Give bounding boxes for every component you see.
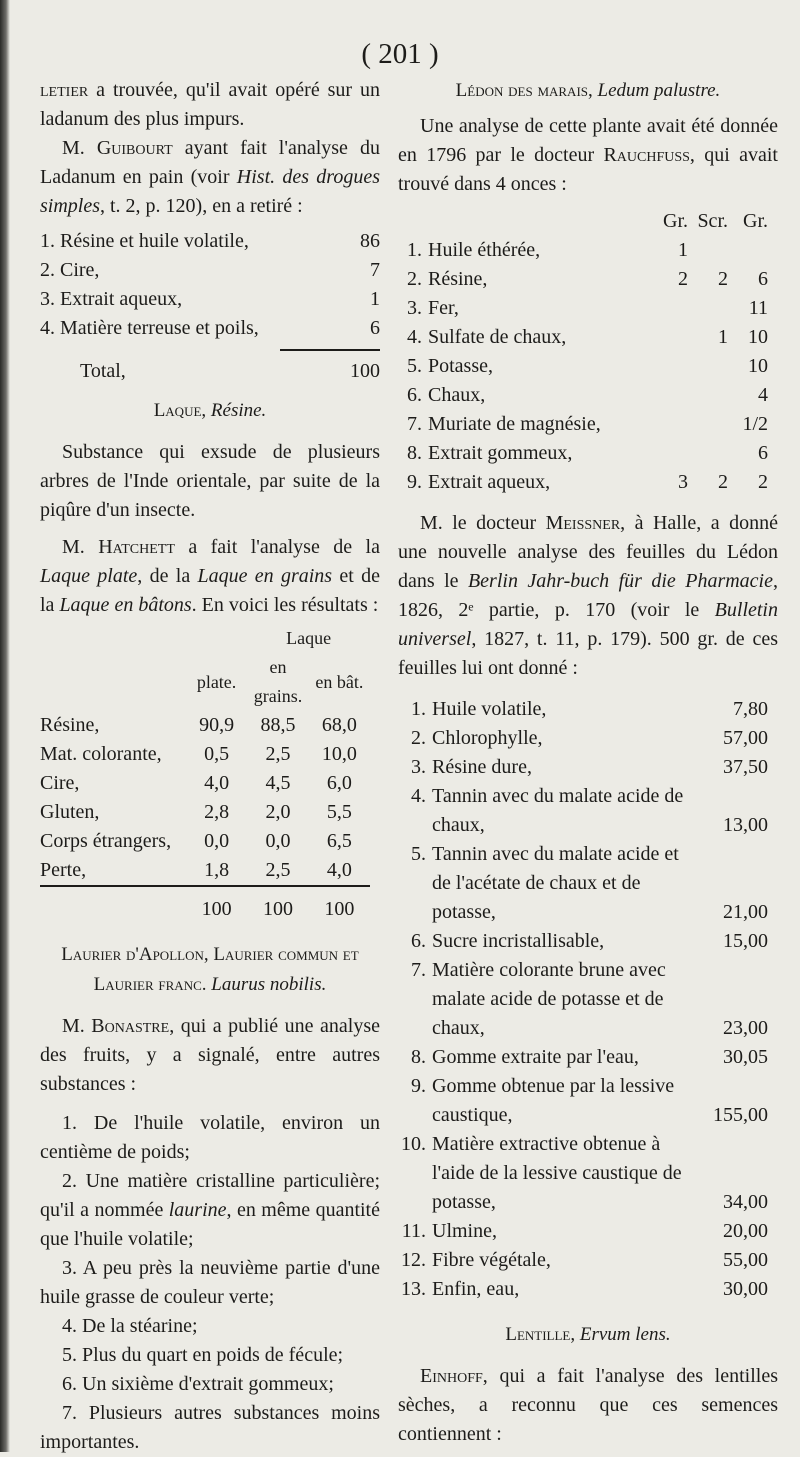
ladanum-composition-list bbox=[40, 227, 380, 343]
table-spacer bbox=[186, 624, 247, 653]
item-number: 10. bbox=[401, 1133, 426, 1155]
table-column-header-row bbox=[40, 653, 370, 711]
table-cell bbox=[648, 410, 688, 439]
list-item: 3. A peu près la neuvième partie d'une huile grasse de couleur verte; bbox=[40, 1257, 380, 1308]
text: M. bbox=[62, 1015, 92, 1037]
item-number: 4. bbox=[407, 326, 422, 348]
item-value: 34,00 bbox=[723, 1191, 768, 1213]
item-number: 3. bbox=[411, 756, 426, 778]
table-cell bbox=[648, 439, 688, 468]
item-label: Sulfate de chaux, bbox=[428, 326, 567, 348]
table-cell: 10 bbox=[748, 355, 768, 377]
left-column bbox=[40, 76, 380, 1457]
item-number: 2. bbox=[407, 268, 422, 290]
right-column bbox=[398, 76, 778, 1449]
item-number: 7. bbox=[411, 959, 426, 981]
item-number: 11. bbox=[401, 1220, 426, 1242]
list-item: 4. De la stéarine; bbox=[62, 1315, 198, 1337]
table-cell: 0,0 bbox=[265, 830, 291, 852]
item-value: 55,00 bbox=[723, 1249, 768, 1271]
table-cell: 1 bbox=[718, 326, 728, 348]
table-cell: 68,0 bbox=[321, 714, 357, 736]
table-row bbox=[398, 323, 768, 352]
table-corner bbox=[40, 624, 186, 653]
item-value: 30,00 bbox=[723, 1278, 768, 1300]
item-label: Huile éthérée, bbox=[428, 239, 541, 261]
section-heading-laurier bbox=[40, 940, 380, 1000]
text: , à Halle, a donné une nouvelle analyse des feuilles du Lédon dans le bbox=[398, 512, 778, 592]
laque-analysis-table bbox=[40, 624, 370, 924]
table-row bbox=[398, 753, 768, 782]
table-row bbox=[40, 711, 370, 740]
table-cell bbox=[688, 294, 728, 323]
author-name: Einhoff bbox=[420, 1365, 483, 1387]
table-cell: 2,0 bbox=[265, 801, 291, 823]
total-label-cell bbox=[40, 887, 186, 924]
text: 2. Une matière cristalline particulière; qu'il a nommée bbox=[40, 1170, 380, 1221]
item-value: 86 bbox=[360, 230, 380, 252]
text: , de la bbox=[137, 565, 198, 587]
author-name: Rauchfuss bbox=[603, 144, 690, 166]
item-label: Matière extractive obtenue à l'aide de la lessive caustique de potasse, bbox=[432, 1133, 682, 1213]
table-cell: 2,5 bbox=[265, 743, 291, 765]
table-cell bbox=[688, 381, 728, 410]
item-label: Chaux, bbox=[428, 384, 486, 406]
table-row bbox=[398, 927, 768, 956]
ladanum-total-row bbox=[40, 357, 380, 386]
heading-latin: Ledum palustre. bbox=[597, 80, 721, 101]
list-item: 5. Plus du quart en poids de fécule; bbox=[62, 1344, 344, 1366]
table-cell bbox=[728, 236, 768, 265]
page-binding-edge bbox=[0, 0, 10, 1452]
table-column-header-row bbox=[398, 207, 768, 236]
ledon-analysis-table bbox=[398, 207, 768, 497]
item-label: Fer, bbox=[428, 297, 459, 319]
section-heading-lentille bbox=[398, 1320, 778, 1350]
item-value: 13,00 bbox=[723, 814, 768, 836]
item-number: 7. bbox=[407, 413, 422, 435]
item-value: 1 bbox=[370, 288, 380, 310]
meissner-analysis-table bbox=[398, 695, 768, 1304]
list-item bbox=[40, 285, 380, 314]
table-corner bbox=[398, 207, 428, 236]
row-label: Gluten, bbox=[40, 801, 100, 823]
table-row bbox=[40, 827, 370, 856]
paragraph-einhoff bbox=[398, 1362, 778, 1449]
table-total-row bbox=[40, 887, 370, 924]
item-label: Extrait gommeux, bbox=[428, 442, 573, 464]
paragraph-rauchfuss bbox=[398, 112, 778, 199]
paragraph-bonastre bbox=[40, 1012, 380, 1099]
table-body bbox=[398, 236, 768, 497]
heading-latin: Laurus nobilis. bbox=[211, 974, 327, 995]
item-value: 15,00 bbox=[723, 930, 768, 952]
section-heading-laque: Laque, Résine. bbox=[153, 400, 267, 421]
section-heading-ledon bbox=[398, 76, 778, 106]
item-number: 5. bbox=[407, 355, 422, 377]
list-item bbox=[40, 314, 380, 343]
item-label: 4. Matière terreuse et poils, bbox=[40, 317, 259, 339]
table-row bbox=[398, 1043, 768, 1072]
item-number: 9. bbox=[411, 1075, 426, 1097]
column-header: Scr. bbox=[697, 210, 728, 232]
table-cell: 2 bbox=[718, 471, 728, 493]
row-label: Mat. colorante, bbox=[40, 743, 162, 765]
table-row bbox=[398, 265, 768, 294]
table-cell: 90,9 bbox=[199, 714, 235, 736]
table-row bbox=[398, 468, 768, 497]
item-number: 13. bbox=[401, 1278, 426, 1300]
item-number: 1. bbox=[411, 698, 426, 720]
total-label: Total, bbox=[80, 360, 126, 382]
item-value: 6 bbox=[370, 317, 380, 339]
table-cell: 6 bbox=[758, 442, 768, 464]
item-label: Résine, bbox=[428, 268, 488, 290]
table-row bbox=[398, 236, 768, 265]
table-cell bbox=[688, 410, 728, 439]
text: et de la bbox=[40, 565, 380, 616]
table-cell: 1 bbox=[678, 239, 688, 261]
table-cell: 4,0 bbox=[204, 772, 230, 794]
text: , t. 2, p. 120), en a retiré : bbox=[100, 195, 303, 217]
citation-title: Hist. des drogues simples bbox=[40, 166, 381, 217]
table-row bbox=[40, 856, 370, 886]
table-row bbox=[398, 695, 768, 724]
author-name: Hatchett bbox=[98, 536, 175, 558]
item-value: 20,00 bbox=[723, 1220, 768, 1242]
text: M. bbox=[62, 137, 97, 159]
table-cell: 2,8 bbox=[204, 801, 230, 823]
list-item bbox=[40, 227, 380, 256]
table-row bbox=[398, 782, 768, 840]
list-item: 7. Plusieurs autres substances moins importantes. bbox=[40, 1402, 380, 1453]
italic-term: Laque plate bbox=[40, 565, 138, 587]
total-cell: 100 bbox=[324, 898, 355, 920]
citation-title: Berlin Jahr-buch für die Pharmacie bbox=[467, 570, 773, 592]
column-header: en bât. bbox=[315, 671, 364, 692]
list-item bbox=[40, 1167, 380, 1254]
table-group-header-row bbox=[40, 624, 370, 653]
total-cell: 100 bbox=[263, 898, 293, 920]
item-value: 155,00 bbox=[713, 1104, 768, 1126]
table-cell bbox=[688, 439, 728, 468]
item-label: 1. Résine et huile volatile, bbox=[40, 230, 249, 252]
item-label: Muriate de magnésie, bbox=[428, 413, 601, 435]
item-number: 3. bbox=[407, 297, 422, 319]
italic-term: Laque en grains bbox=[197, 565, 333, 587]
item-value: 23,00 bbox=[723, 1017, 768, 1039]
table-row bbox=[398, 294, 768, 323]
table-cell: 6,0 bbox=[326, 772, 352, 794]
italic-term: Laque en bâtons bbox=[59, 594, 192, 616]
total-value: 100 bbox=[350, 360, 380, 382]
table-cell: 4,5 bbox=[265, 772, 291, 794]
table-cell bbox=[648, 381, 688, 410]
item-value: 57,00 bbox=[723, 727, 768, 749]
table-row bbox=[398, 724, 768, 753]
heading-name: Laurier d'Apollon, Laurier commun et Laurier franc. bbox=[61, 944, 359, 995]
item-label: Ulmine, bbox=[432, 1220, 497, 1242]
item-label: Gomme extraite par l'eau, bbox=[432, 1046, 639, 1068]
item-label: Résine dure, bbox=[432, 756, 532, 778]
paragraph-meissner bbox=[398, 509, 778, 683]
item-number: 8. bbox=[411, 1046, 426, 1068]
text: , 1826, 2ᵉ partie, p. 170 (voir le bbox=[398, 570, 778, 621]
item-label: Chlorophylle, bbox=[432, 727, 543, 749]
paragraph-hatchett bbox=[40, 533, 380, 620]
item-label: Enfin, eau, bbox=[432, 1278, 520, 1300]
table-cell: 2 bbox=[758, 471, 768, 493]
text: , en même quantité que l'huile volatile; bbox=[40, 1199, 380, 1250]
table-cell bbox=[648, 352, 688, 381]
item-value: 7,80 bbox=[733, 698, 768, 720]
row-label: Résine, bbox=[40, 714, 100, 736]
table-body bbox=[398, 695, 768, 1304]
item-value: 7 bbox=[370, 259, 380, 281]
text: , qui a fait l'analyse des lentilles sèches, a reconnu que ces semences contiennent : bbox=[398, 1365, 778, 1445]
table-row bbox=[398, 1275, 768, 1304]
table-row bbox=[398, 410, 768, 439]
column-header: en grains. bbox=[253, 657, 303, 706]
column-header: Gr. bbox=[743, 210, 768, 232]
table-row bbox=[40, 769, 370, 798]
table-row bbox=[40, 740, 370, 769]
item-label: Fibre végétale, bbox=[432, 1249, 551, 1271]
table-cell bbox=[648, 323, 688, 352]
item-label: Matière colorante brune avec malate acide de potasse et de chaux, bbox=[432, 959, 666, 1039]
table-cell: 6,5 bbox=[326, 830, 352, 852]
author-name: Guibourt bbox=[96, 137, 173, 159]
row-label: Perte, bbox=[40, 859, 87, 881]
table-cell: 4 bbox=[758, 384, 768, 406]
text: a trouvée, qu'il avait opéré sur un ladanum des plus impurs. bbox=[40, 79, 380, 130]
table-row bbox=[398, 439, 768, 468]
item-value: 30,05 bbox=[723, 1046, 768, 1068]
row-label: Cire, bbox=[40, 772, 80, 794]
citation-title: Bulletin universel bbox=[398, 599, 778, 650]
text: , qui a publié une analyse des fruits, y a signalé, entre autres substances : bbox=[40, 1015, 380, 1095]
author-name: letier bbox=[40, 79, 89, 101]
table-row bbox=[398, 840, 768, 927]
item-label: Huile volatile, bbox=[432, 698, 547, 720]
paragraph-continuation bbox=[40, 76, 380, 134]
text: . En voici les résultats : bbox=[191, 594, 379, 616]
item-label: 3. Extrait aqueux, bbox=[40, 288, 183, 310]
item-number: 5. bbox=[411, 843, 426, 865]
table-cell bbox=[688, 236, 728, 265]
author-name: Meissner bbox=[545, 512, 621, 534]
item-label: Extrait aqueux, bbox=[428, 471, 551, 493]
table-row bbox=[398, 1246, 768, 1275]
column-header: Gr. bbox=[663, 210, 688, 232]
table-row bbox=[398, 1130, 768, 1217]
table-row bbox=[398, 1217, 768, 1246]
table-cell bbox=[688, 352, 728, 381]
table-row bbox=[398, 352, 768, 381]
list-item: 1. De l'huile volatile, environ un centième de poids; bbox=[40, 1112, 380, 1163]
column-header: plate. bbox=[196, 671, 237, 692]
item-label: Sucre incristallisable, bbox=[432, 930, 605, 952]
table-cell: 0,5 bbox=[204, 743, 230, 765]
table-cell: 88,5 bbox=[260, 714, 296, 736]
text: , 1827, t. 11, p. 179). 500 gr. de ces feuilles lui ont donné : bbox=[398, 628, 778, 679]
item-number: 9. bbox=[407, 471, 422, 493]
total-cell: 100 bbox=[201, 898, 232, 920]
table-cell: 1/2 bbox=[742, 413, 768, 435]
table-cell: 2,5 bbox=[265, 859, 291, 881]
table-row bbox=[40, 798, 370, 827]
text: M. le docteur bbox=[420, 512, 546, 534]
table-body bbox=[40, 711, 370, 886]
table-group-header: Laque bbox=[286, 628, 332, 648]
heading-name: Lentille, bbox=[505, 1324, 576, 1345]
table-cell: 1,8 bbox=[204, 859, 230, 881]
table-cell: 0,0 bbox=[204, 830, 230, 852]
heading-latin: Résine. bbox=[210, 400, 267, 421]
heading-name: Laque bbox=[153, 400, 202, 421]
table-cell: 10 bbox=[748, 326, 768, 348]
table-cell: 5,5 bbox=[326, 801, 352, 823]
paragraph-laque-description: Substance qui exsude de plusieurs arbres de l'Inde orientale, par suite de la piqûre d'un insecte. bbox=[40, 441, 380, 521]
item-value: 37,50 bbox=[723, 756, 768, 778]
table-cell: 3 bbox=[678, 471, 688, 493]
author-name: Bonastre bbox=[91, 1015, 170, 1037]
table-corner bbox=[40, 653, 186, 711]
item-value: 21,00 bbox=[723, 901, 768, 923]
text: M. bbox=[62, 536, 99, 558]
table-cell: 10,0 bbox=[321, 743, 357, 765]
heading-name: Lédon des marais, bbox=[455, 80, 593, 101]
item-number: 6. bbox=[411, 930, 426, 952]
heading-latin: Ervum lens. bbox=[579, 1324, 671, 1345]
item-number: 12. bbox=[401, 1249, 426, 1271]
list-item bbox=[40, 256, 380, 285]
item-label: Gomme obtenue par la lessive caustique, bbox=[432, 1075, 675, 1126]
item-label: Potasse, bbox=[428, 355, 493, 377]
page-number: ( 201 ) bbox=[361, 38, 439, 70]
table-cell: 2 bbox=[718, 268, 728, 290]
row-label: Corps étrangers, bbox=[40, 830, 172, 852]
paragraph-guibourt bbox=[40, 134, 380, 221]
text: Une analyse de cette plante avait été donnée en 1796 par le docteur bbox=[398, 115, 778, 166]
item-label: Tannin avec du malate acide de chaux, bbox=[432, 785, 684, 836]
item-number: 2. bbox=[411, 727, 426, 749]
item-number: 4. bbox=[411, 785, 426, 807]
table-cell bbox=[648, 294, 688, 323]
total-rule bbox=[280, 349, 380, 351]
italic-term: laurine bbox=[168, 1199, 227, 1221]
table-row bbox=[398, 381, 768, 410]
table-row bbox=[398, 956, 768, 1043]
table-cell: 11 bbox=[748, 297, 768, 319]
item-number: 8. bbox=[407, 442, 422, 464]
text: ayant fait l'analyse du Ladanum en pain (voir bbox=[40, 137, 380, 188]
table-row bbox=[398, 1072, 768, 1130]
text: a fait l'analyse de la bbox=[174, 536, 380, 558]
table-corner bbox=[428, 207, 648, 236]
table-cell: 4,0 bbox=[326, 859, 352, 881]
table-cell: 6 bbox=[758, 268, 768, 290]
item-label: Tannin avec du malate acide et de l'acétate de chaux et de potasse, bbox=[432, 843, 679, 923]
item-number: 6. bbox=[407, 384, 422, 406]
text: , qui avait trouvé dans 4 onces : bbox=[398, 144, 778, 195]
table-cell: 2 bbox=[678, 268, 688, 290]
item-number: 1. bbox=[407, 239, 422, 261]
item-label: 2. Cire, bbox=[40, 259, 100, 281]
list-item: 6. Un sixième d'extrait gommeux; bbox=[62, 1373, 334, 1395]
